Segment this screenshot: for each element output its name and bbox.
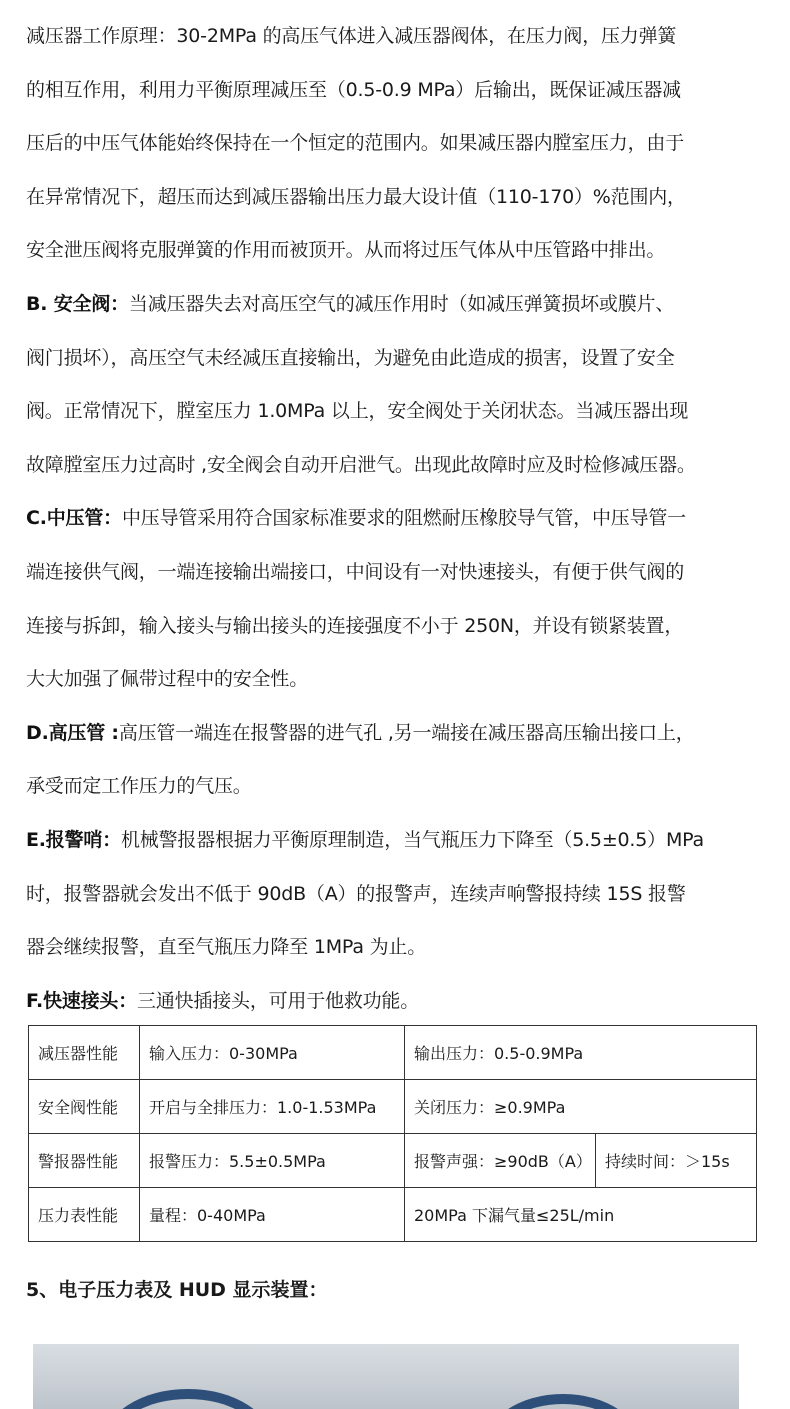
paragraph-line: 在异常情况下，超压而达到减压器输出压力最大设计值（110-170）%范围内， — [26, 185, 686, 208]
paragraph-text: 当减压器失去对高压空气的减压作用时（如减压弹簧损坏或膜片、 — [128, 292, 675, 315]
table-row — [29, 1026, 757, 1080]
paragraph-line: 阀。正常情况下，膛室压力 1.0MPa 以上，安全阀处于关闭状态。当减压器出现 — [26, 400, 689, 423]
paragraph-line: 的相互作用，利用力平衡原理减压至（0.5-0.9 MPa）后输出，既保证减压器减 — [26, 78, 681, 101]
paragraph-line — [26, 278, 766, 332]
paragraph-text: 中压导管采用符合国家标准要求的阻燃耐压橡胶导气管，中压导管一 — [121, 507, 686, 530]
gauge-ring-right — [483, 1394, 643, 1409]
table-cell: 持续时间：＞15s — [596, 1134, 757, 1188]
product-photo — [33, 1344, 739, 1409]
table-cell: 开启与全排压力：1.0-1.53MPa — [140, 1080, 405, 1134]
paragraph-line: 连接与拆卸，输入接头与输出接头的连接强度不小于 250N，并设有锁紧装置， — [26, 614, 684, 637]
table-row — [29, 1134, 757, 1188]
document-body — [26, 10, 766, 1028]
paragraph-line: 安全泄压阀将克服弹簧的作用而被顶开。从而将过压气体从中压管路中排出。 — [26, 239, 666, 262]
section-label-medium-pressure-pipe: C.中压管： — [26, 507, 122, 530]
table-cell-header: 安全阀性能 — [29, 1080, 140, 1134]
paragraph-line: 减压器工作原理：30-2MPa 的高压气体进入减压器阀体，在压力阀，压力弹簧 — [26, 25, 677, 47]
gauge-ring-left — [103, 1389, 273, 1409]
paragraph-line: 端连接供气阀，一端连接输出端接口，中间设有一对快速接头，有便于供气阀的 — [26, 560, 685, 583]
table-cell: 输出压力：0.5-0.9MPa — [405, 1026, 757, 1080]
table-cell: 量程：0-40MPa — [140, 1188, 405, 1242]
table-cell: 20MPa 下漏气量≤25L/min — [405, 1188, 757, 1242]
spec-table — [28, 1025, 757, 1242]
paragraph-line: 时，报警器就会发出不低于 90dB（A）的报警声，连续声响警报持续 15S 报警 — [26, 882, 686, 905]
paragraph-text: 机械警报器根据力平衡原理制造，当气瓶压力下降至（5.5±0.5）MPa — [121, 828, 704, 851]
paragraph-line — [26, 707, 766, 761]
section-heading-5: 5、电子压力表及 HUD 显示装置： — [26, 1279, 328, 1301]
table-cell-header: 压力表性能 — [29, 1188, 140, 1242]
table-cell-header: 减压器性能 — [29, 1026, 140, 1080]
table-row — [29, 1188, 757, 1242]
section-label-high-pressure-pipe: D.高压管 : — [26, 721, 119, 744]
table-row — [29, 1080, 757, 1134]
paragraph-line: 阀门损坏），高压空气未经减压直接输出，为避免由此造成的损害，设置了安全 — [26, 346, 675, 369]
table-cell: 输入压力：0-30MPa — [140, 1026, 405, 1080]
table-cell-header: 警报器性能 — [29, 1134, 140, 1188]
paragraph-line: 器会继续报警，直至气瓶压力降至 1MPa 为止。 — [26, 936, 427, 959]
paragraph-text: 三通快插接头，可用于他救功能。 — [137, 989, 420, 1012]
paragraph-line: 压后的中压气体能始终保持在一个恒定的范围内。如果减压器内膛室压力，由于 — [26, 132, 685, 155]
paragraph-line: 故障膛室压力过高时 ,安全阀会自动开启泄气。出现此故障时应及时检修减压器。 — [26, 453, 696, 476]
paragraph-line — [26, 814, 766, 868]
section-label-alarm-whistle: E.报警哨： — [26, 828, 121, 851]
paragraph-line — [26, 492, 766, 546]
table-cell: 报警声强：≥90dB（A） — [405, 1134, 596, 1188]
table-cell: 报警压力：5.5±0.5MPa — [140, 1134, 405, 1188]
paragraph-line: 承受而定工作压力的气压。 — [26, 775, 252, 798]
paragraph-line — [26, 975, 766, 1029]
table-cell: 关闭压力：≥0.9MPa — [405, 1080, 757, 1134]
paragraph-text: 高压管一端连在报警器的进气孔 ,另一端接在减压器高压输出接口上， — [118, 721, 695, 744]
section-label-safety-valve: B. 安全阀： — [26, 292, 129, 315]
section-label-quick-connector: F.快速接头： — [26, 989, 138, 1012]
paragraph-line: 大大加强了佩带过程中的安全性。 — [26, 668, 309, 691]
